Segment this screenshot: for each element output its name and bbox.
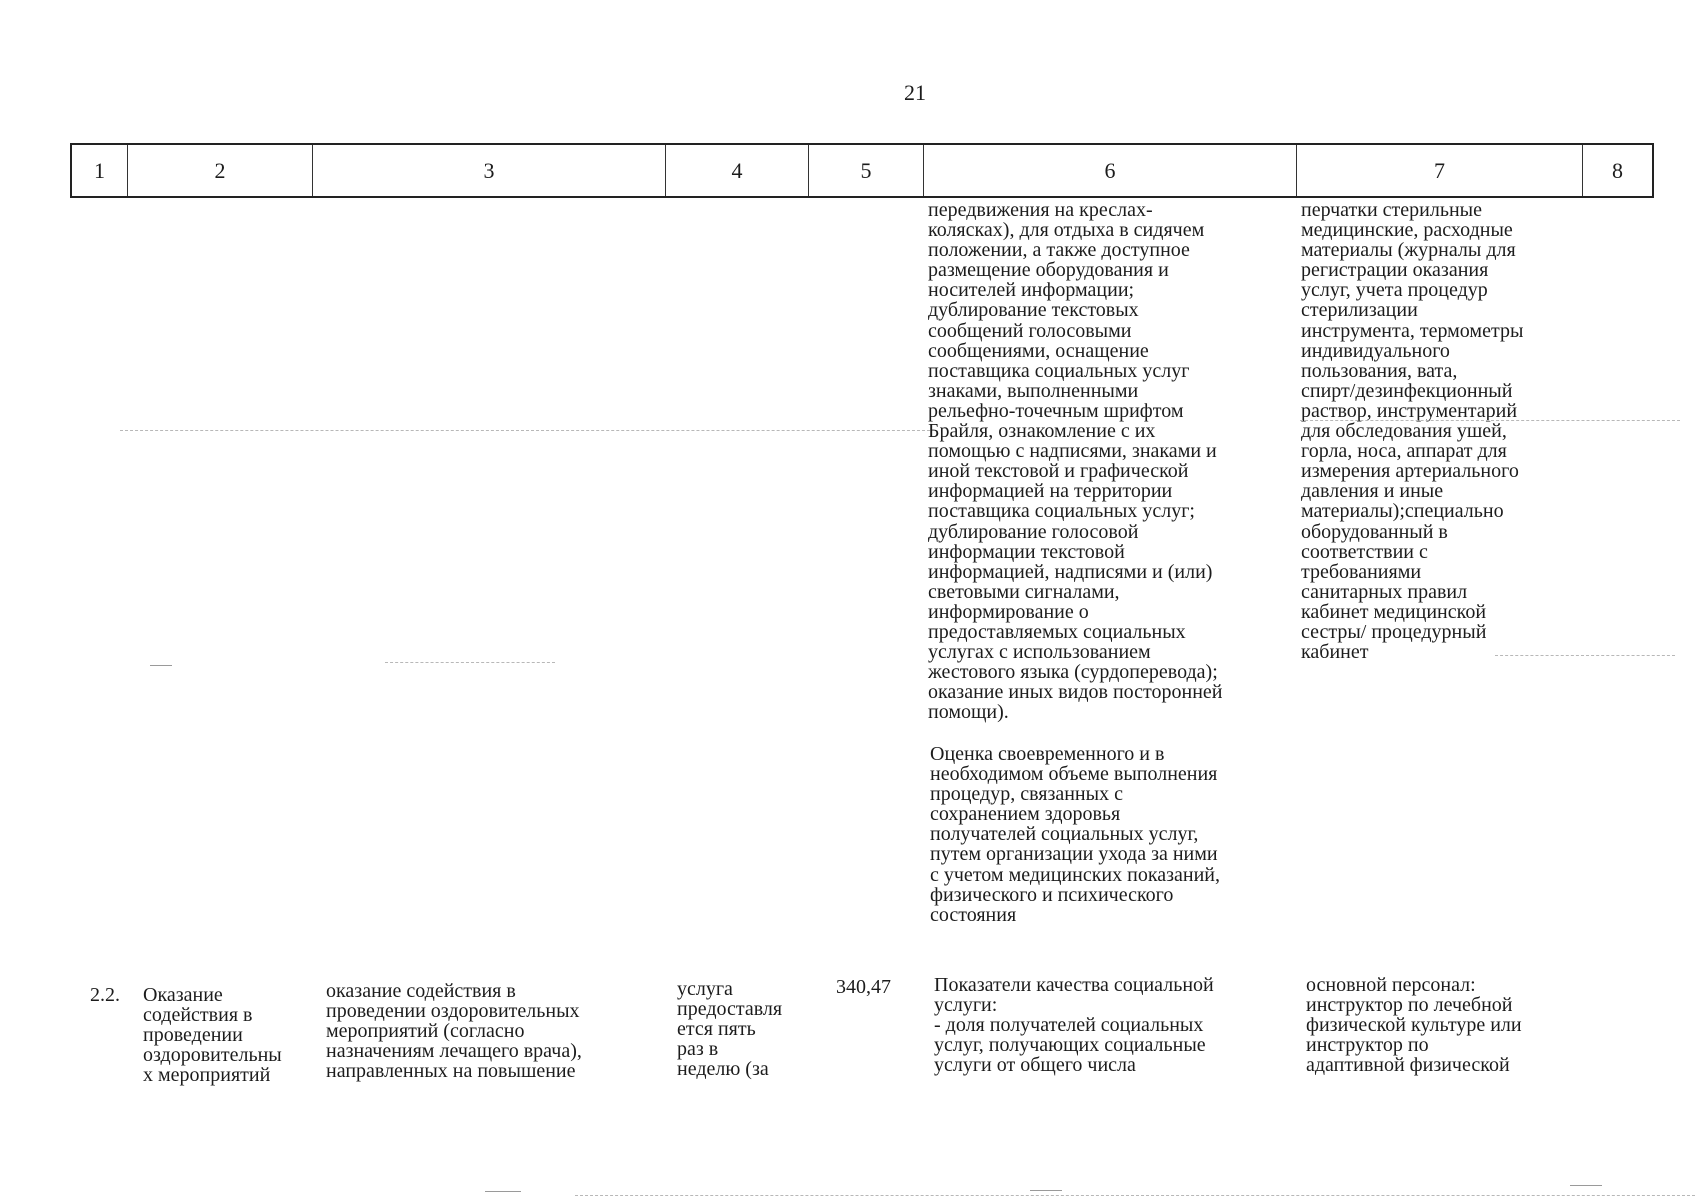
scan-artifact-line	[1570, 1185, 1602, 1186]
header-cell-3: 3	[313, 145, 666, 196]
table-header-row	[70, 143, 1654, 198]
continuation-col6-quality-assessment: Оценка своевременного и в необходимом объеме выполнения процедур, связанных с сохранением здоровья получателей социальных услуг, путем организации ухода за ними с учетом медицинских показаний, физического и психического состояния	[930, 743, 1220, 926]
scan-artifact-line	[150, 665, 172, 666]
continuation-col6-requirements: передвижения на креслах- колясках), для отдыха в сидячем положении, а также доступное размещение оборудования и носителей информации; дублирование текстовых сообщений голосовыми сообщениями, оснащение поставщика социальных услуг знаками, выполненными рельефно-точечным шрифтом Брайля, ознакомление с их помощью с надписями, знаками и иной текстовой и графической информацией на территории поставщика социальных услуг; дублирование голосовой информации текстовой информацией, надписями и (или) световыми сигналами, информирование о предоставляемых социальных услугах с использованием жестового языка (сурдоперевода); оказание иных видов посторонней помощи).	[928, 199, 1223, 724]
header-cell-4: 4	[666, 145, 809, 196]
scan-artifact-line	[1030, 1190, 1062, 1191]
scan-artifact-line	[485, 1191, 521, 1192]
scan-artifact-line	[385, 662, 555, 663]
row-2-2-quality-indicators: Показатели качества социальной услуги: - доля получателей социальных услуг, получающих социальные услуги от общего числа	[934, 974, 1214, 1077]
scan-artifact-line	[575, 1195, 1695, 1196]
header-cell-1: 1	[72, 145, 128, 196]
header-cell-5: 5	[809, 145, 924, 196]
continuation-col7-resources: перчатки стерильные медицинские, расходные материалы (журналы для регистрации оказания услуг, учета процедур стерилизации инструмента, термометры индивидуального пользования, вата, спирт/дезинфекционный раствор, инструментарий для обследования ушей, горла, носа, аппарат для измерения артериального давления и иные материалы);специально оборудованный в соответствии с требованиями санитарных правил кабинет медицинской сестры/ процедурный кабинет	[1301, 199, 1524, 664]
row-2-2-service-name: Оказание содействия в проведении оздоровительны х мероприятий	[143, 984, 282, 1087]
scan-artifact-line	[120, 430, 930, 431]
scan-artifact-line	[1300, 420, 1680, 421]
row-2-2-number: 2.2.	[90, 984, 120, 1006]
header-cell-7: 7	[1297, 145, 1583, 196]
header-cell-8: 8	[1612, 157, 1623, 183]
scan-artifact-line	[1495, 655, 1675, 656]
row-2-2-tariff: 340,47	[836, 976, 891, 998]
row-2-2-staff: основной персонал: инструктор по лечебной физической культуре или инструктор по адаптивной физической	[1306, 974, 1522, 1077]
row-2-2-frequency: услуга предоставля ется пять раз в неделю (за	[677, 978, 783, 1081]
header-cell-2: 2	[128, 145, 313, 196]
header-cell-6: 6	[924, 145, 1297, 196]
page-number: 21	[904, 80, 926, 105]
row-2-2-description: оказание содействия в проведении оздоровительных мероприятий (согласно назначениям лечащего врача), направленных на повышение	[326, 980, 582, 1083]
